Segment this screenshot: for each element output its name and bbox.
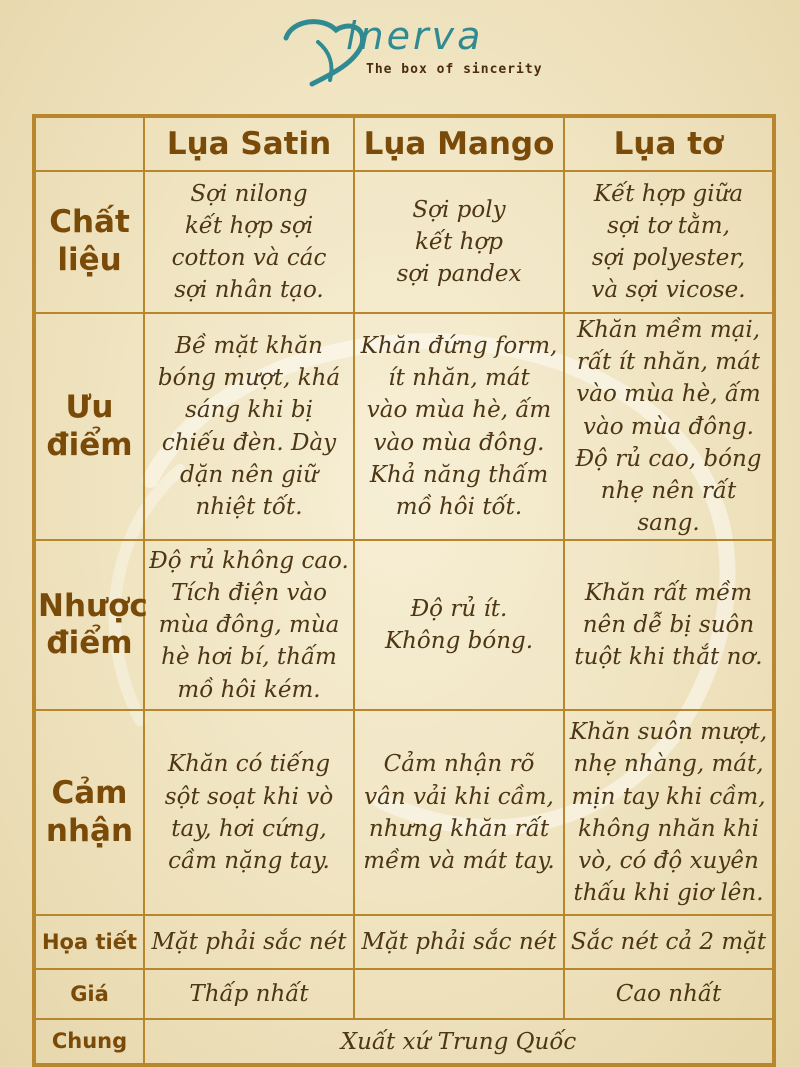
- row-header-pattern: Họa tiết: [34, 915, 144, 969]
- brand-logo: [0, 0, 800, 110]
- corner-cell: [34, 116, 144, 171]
- table-cell: Cảm nhận rõ vân vải khi cầm, nhưng khăn rất mềm và mát tay.: [354, 710, 564, 915]
- table-cell-general: Xuất xứ Trung Quốc: [144, 1019, 774, 1065]
- table-cell: Mặt phải sắc nét: [144, 915, 354, 969]
- column-header-satin: Lụa Satin: [144, 116, 354, 171]
- row-header-price: Giá: [34, 969, 144, 1019]
- column-header-silk: Lụa tơ: [564, 116, 774, 171]
- row-header-advantages: Ưu điểm: [34, 313, 144, 540]
- table-row-general: [34, 1019, 774, 1065]
- table-cell: Độ rủ ít. Không bóng.: [354, 540, 564, 710]
- table-cell: Khăn mềm mại, rất ít nhăn, mát vào mùa hè, ấm vào mùa đông. Độ rủ cao, bóng nhẹ nên rất sang.: [564, 313, 774, 540]
- table-cell: Thấp nhất: [144, 969, 354, 1019]
- table-cell: Sắc nét cả 2 mặt: [564, 915, 774, 969]
- table-cell: Kết hợp giữa sợi tơ tằm, sợi polyester, và sợi vicose.: [564, 171, 774, 313]
- logo-tagline: The box of sincerity: [366, 62, 543, 77]
- table-row-material: [34, 171, 774, 313]
- table-row-feel: [34, 710, 774, 915]
- row-header-feel: Cảm nhận: [34, 710, 144, 915]
- table-row-advantages: [34, 313, 774, 540]
- table-header-row: [34, 116, 774, 171]
- table-row-price: [34, 969, 774, 1019]
- table-cell: Khăn suôn mượt, nhẹ nhàng, mát, mịn tay khi cầm, không nhăn khi vò, có độ xuyên thấu khi giơ lên.: [564, 710, 774, 915]
- table-row-disadvantages: [34, 540, 774, 710]
- comparison-table: [32, 114, 776, 1067]
- table-cell: Bề mặt khăn bóng mượt, khá sáng khi bị chiếu đèn. Dày dặn nên giữ nhiệt tốt.: [144, 313, 354, 540]
- column-header-mango: Lụa Mango: [354, 116, 564, 171]
- table-cell: [354, 969, 564, 1019]
- row-header-disadvantages: Nhược điểm: [34, 540, 144, 710]
- table-cell: Khăn có tiếng sột soạt khi vò tay, hơi cứng, cầm nặng tay.: [144, 710, 354, 915]
- row-header-material: Chất liệu: [34, 171, 144, 313]
- table-cell: Độ rủ không cao. Tích điện vào mùa đông, mùa hè hơi bí, thấm mồ hôi kém.: [144, 540, 354, 710]
- table-cell: Sợi nilong kết hợp sợi cotton và các sợi nhân tạo.: [144, 171, 354, 313]
- table-row-pattern: [34, 915, 774, 969]
- table-cell: Cao nhất: [564, 969, 774, 1019]
- logo-wordmark: inerva: [346, 14, 484, 58]
- table-cell: Khăn rất mềm nên dễ bị suôn tuột khi thắt nơ.: [564, 540, 774, 710]
- table-cell: Mặt phải sắc nét: [354, 915, 564, 969]
- row-header-general: Chung: [34, 1019, 144, 1065]
- table-cell: Sợi poly kết hợp sợi pandex: [354, 171, 564, 313]
- table-cell: Khăn đứng form, ít nhăn, mát vào mùa hè, ấm vào mùa đông. Khả năng thấm mồ hôi tốt.: [354, 313, 564, 540]
